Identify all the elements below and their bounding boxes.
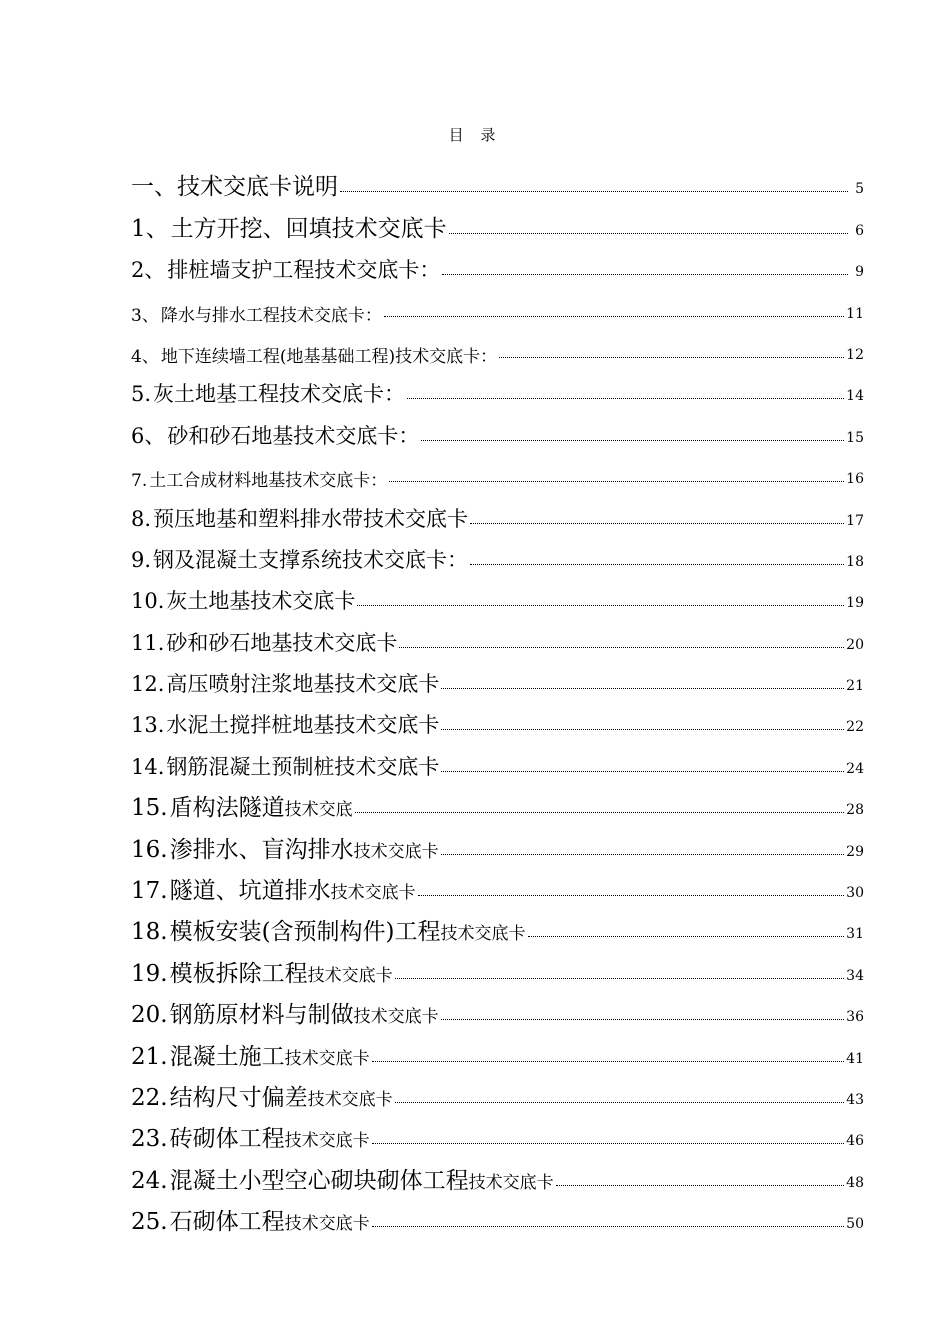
toc-entry-label — [131, 585, 355, 615]
toc-entry-label — [131, 378, 405, 408]
toc-entry-suffix: 技术交底卡 — [307, 1089, 393, 1110]
dot-leader — [470, 564, 844, 565]
dot-leader — [441, 771, 844, 772]
toc-entry[interactable] — [131, 201, 864, 242]
toc-entry-label — [131, 996, 439, 1029]
toc-entry-page-number: 12 — [846, 346, 864, 363]
toc-entry-label — [131, 872, 416, 905]
toc-entry-label — [131, 168, 338, 201]
toc-entry-page-number: 24 — [846, 760, 864, 777]
toc-entry-page-number: 41 — [846, 1050, 864, 1067]
toc-entry-text: 排桩墙支护工程技术交底卡： — [167, 258, 441, 283]
toc-entry-label — [131, 1038, 370, 1071]
toc-entry-label — [131, 210, 447, 243]
toc-entry-label — [131, 1120, 370, 1153]
dot-leader — [395, 978, 845, 979]
toc-entry-number: 13. — [131, 713, 165, 738]
toc-entry[interactable] — [131, 1029, 864, 1070]
toc-entry-number: 2、 — [131, 258, 166, 283]
toc-entry-suffix: 技术交底卡 — [284, 1048, 370, 1069]
toc-entry[interactable] — [131, 988, 864, 1029]
toc-entry[interactable] — [131, 657, 864, 698]
toc-entry-page-number: 20 — [846, 636, 864, 653]
toc-entry-suffix: 技术交底卡 — [468, 1172, 554, 1193]
toc-entry-number: 14. — [131, 754, 165, 779]
toc-entry-label — [131, 831, 439, 864]
toc-entry-page-number: 48 — [846, 1174, 864, 1191]
dot-leader — [399, 647, 844, 648]
toc-entry-text: 盾构法隧道 — [169, 795, 285, 822]
toc-entry[interactable] — [131, 243, 864, 284]
toc-entry[interactable] — [131, 1112, 864, 1153]
toc-entry-suffix: 技术交底卡 — [284, 1131, 370, 1152]
toc-entry[interactable] — [131, 367, 864, 408]
toc-entry-number: 3、 — [131, 305, 159, 326]
toc-entry-number: 12. — [131, 672, 165, 697]
toc-entry-page-number: 50 — [846, 1216, 864, 1233]
toc-entry[interactable] — [131, 1071, 864, 1112]
dot-leader — [441, 729, 844, 730]
toc-entry-page-number: 46 — [846, 1133, 864, 1150]
toc-entry-suffix: 技术交底卡 — [284, 1214, 370, 1235]
toc-entry-page-number: 43 — [846, 1091, 864, 1108]
toc-entry-number: 19. — [131, 960, 168, 987]
toc-entry-page-number: 31 — [846, 926, 864, 943]
toc-entry-label — [131, 254, 440, 284]
toc-entry-text: 结构尺寸偏差 — [169, 1084, 308, 1111]
toc-entry[interactable] — [131, 284, 864, 325]
toc-entry-page-number: 9 — [855, 264, 864, 281]
toc-entry-page-number: 14 — [846, 388, 864, 405]
toc-entry-text: 钢及混凝土支撑系统技术交底卡： — [153, 547, 469, 572]
toc-entry-number: 23. — [131, 1126, 168, 1153]
toc-entry-label — [131, 751, 439, 781]
toc-entry-number: 18. — [131, 919, 168, 946]
toc-entry-page-number: 19 — [846, 595, 864, 612]
toc-entry-page-number: 6 — [855, 222, 864, 239]
toc-entry-text: 模板安装(含预制构件)工程 — [169, 919, 441, 946]
toc-entry-page-number: 21 — [846, 678, 864, 695]
toc-entry-label — [131, 1079, 393, 1112]
toc-entry[interactable] — [131, 698, 864, 739]
toc-entry-page-number: 29 — [846, 843, 864, 860]
toc-entry-page-number: 36 — [846, 1009, 864, 1026]
toc-entry-number: 4、 — [131, 346, 159, 367]
toc-entry-label — [131, 301, 382, 326]
toc-entry-text: 灰土地基技术交底卡 — [166, 589, 356, 614]
toc-entry[interactable] — [131, 1195, 864, 1236]
dot-leader — [372, 1061, 845, 1062]
toc-entry-label — [131, 420, 419, 450]
dot-leader — [340, 191, 848, 192]
toc-entry-label — [131, 627, 397, 657]
dot-leader — [421, 440, 844, 441]
toc-entry-text: 砂和砂石地基技术交底卡 — [166, 630, 398, 655]
toc-entry-label — [131, 709, 439, 739]
toc-entry-page-number: 30 — [846, 885, 864, 902]
toc-title: 目 录 — [448, 126, 502, 144]
toc-entry-suffix: 技术交底卡 — [353, 1007, 439, 1028]
dot-leader — [441, 688, 844, 689]
toc-entry-label — [131, 955, 393, 988]
toc-entry[interactable] — [131, 615, 864, 656]
toc-entry-page-number: 5 — [855, 181, 864, 198]
toc-entry[interactable] — [131, 450, 864, 491]
toc-entry[interactable] — [131, 408, 864, 449]
toc-entry-label — [131, 342, 497, 367]
toc-entry-text: 土工合成材料地基技术交底卡： — [149, 471, 388, 492]
dot-leader — [441, 854, 845, 855]
toc-entry-text: 高压喷射注浆地基技术交底卡 — [166, 672, 440, 697]
toc-entry[interactable] — [131, 946, 864, 987]
toc-entry-number: 5. — [131, 382, 152, 407]
toc-entry[interactable] — [131, 491, 864, 532]
toc-entry-text: 土方开挖、回填技术交底卡 — [170, 215, 447, 242]
dot-leader — [470, 523, 844, 524]
toc-entry-number: 22. — [131, 1084, 168, 1111]
toc-entry-page-number: 28 — [846, 802, 864, 819]
toc-entry-suffix: 技术交底卡 — [307, 965, 393, 986]
toc-entry-number: 17. — [131, 878, 168, 905]
dot-leader — [418, 895, 845, 896]
toc-entry-number: 16. — [131, 836, 168, 863]
toc-entry-text: 渗排水、盲沟排水 — [169, 836, 354, 863]
toc-entry-number: 20. — [131, 1002, 168, 1029]
toc-entry-label — [131, 789, 353, 822]
toc-entry-text: 一、技术交底卡说明 — [131, 174, 338, 201]
toc-entry-page-number: 16 — [846, 471, 864, 488]
toc-entry-text: 砂和砂石地基技术交底卡： — [167, 423, 420, 448]
toc-entry-number: 7. — [131, 471, 148, 492]
toc-entry-page-number: 17 — [846, 512, 864, 529]
toc-entry-text: 钢筋原材料与制做 — [169, 1002, 354, 1029]
toc-entry-label — [131, 1203, 370, 1236]
toc-entry-page-number: 34 — [846, 967, 864, 984]
toc-entry-text: 隧道、坑道排水 — [169, 878, 331, 905]
toc-entry-text: 混凝土小型空心砌块砌体工程 — [169, 1167, 469, 1194]
toc-entry[interactable] — [131, 533, 864, 574]
toc-entry[interactable] — [131, 864, 864, 905]
toc-entry-text: 降水与排水工程技术交底卡： — [160, 305, 382, 326]
toc-entry-page-number: 22 — [846, 719, 864, 736]
toc-entry-text: 模板拆除工程 — [169, 960, 308, 987]
toc-entry-label — [131, 913, 526, 946]
toc-entry-number: 6、 — [131, 423, 166, 448]
toc-entry-page-number: 11 — [846, 305, 864, 322]
toc-entry-text: 砖砌体工程 — [169, 1126, 285, 1153]
toc-entry[interactable] — [131, 739, 864, 780]
toc-entry-number: 15. — [131, 795, 168, 822]
toc-entry-number: 11. — [131, 630, 165, 655]
toc-entry-text: 地下连续墙工程(地基基础工程)技术交底卡： — [160, 346, 498, 367]
dot-leader — [407, 398, 844, 399]
toc-entry-suffix: 技术交底卡 — [440, 924, 526, 945]
dot-leader — [556, 1185, 845, 1186]
toc-entry[interactable] — [131, 1153, 864, 1194]
toc-entry-text: 石砌体工程 — [169, 1209, 285, 1236]
toc-entry-suffix: 技术交底 — [284, 800, 353, 821]
toc-entry-label — [131, 1162, 554, 1195]
dot-leader — [372, 1143, 845, 1144]
toc-entry-suffix: 技术交底卡 — [330, 883, 416, 904]
dot-leader — [357, 605, 844, 606]
toc-entry-label — [131, 503, 468, 533]
dot-leader — [372, 1226, 845, 1227]
toc-entry-number: 10. — [131, 589, 165, 614]
dot-leader — [442, 274, 848, 275]
dot-leader — [441, 1019, 845, 1020]
toc-entry-number: 9. — [131, 547, 152, 572]
toc-entry-text: 预压地基和塑料排水带技术交底卡 — [153, 506, 469, 531]
dot-leader — [395, 1102, 845, 1103]
dot-leader — [528, 936, 845, 937]
toc-entry[interactable] — [131, 574, 864, 615]
toc-entry[interactable] — [131, 781, 864, 822]
toc-entry[interactable] — [131, 160, 864, 201]
toc-entry[interactable] — [131, 326, 864, 367]
toc-entry-number: 1、 — [131, 215, 169, 242]
toc-entry-text: 水泥土搅拌桩地基技术交底卡 — [166, 713, 440, 738]
toc-entry-label — [131, 668, 439, 698]
toc-entry[interactable] — [131, 822, 864, 863]
dot-leader — [389, 481, 844, 482]
toc-entry-page-number: 15 — [846, 429, 864, 446]
toc-entry-label — [131, 544, 468, 574]
dot-leader — [499, 357, 844, 358]
toc-entry[interactable] — [131, 905, 864, 946]
dot-leader — [355, 812, 845, 813]
toc-entry-label — [131, 466, 387, 491]
dot-leader — [384, 316, 844, 317]
toc-entry-text: 混凝土施工 — [169, 1043, 285, 1070]
toc-entry-number: 24. — [131, 1167, 168, 1194]
toc-entry-number: 25. — [131, 1209, 168, 1236]
toc-entry-text: 钢筋混凝土预制桩技术交底卡 — [166, 754, 440, 779]
toc-entry-number: 8. — [131, 506, 152, 531]
dot-leader — [449, 233, 848, 234]
toc-entry-text: 灰土地基工程技术交底卡： — [153, 382, 406, 407]
toc-list — [131, 160, 864, 1236]
toc-entry-page-number: 18 — [846, 553, 864, 570]
toc-entry-number: 21. — [131, 1043, 168, 1070]
toc-entry-suffix: 技术交底卡 — [353, 841, 439, 862]
